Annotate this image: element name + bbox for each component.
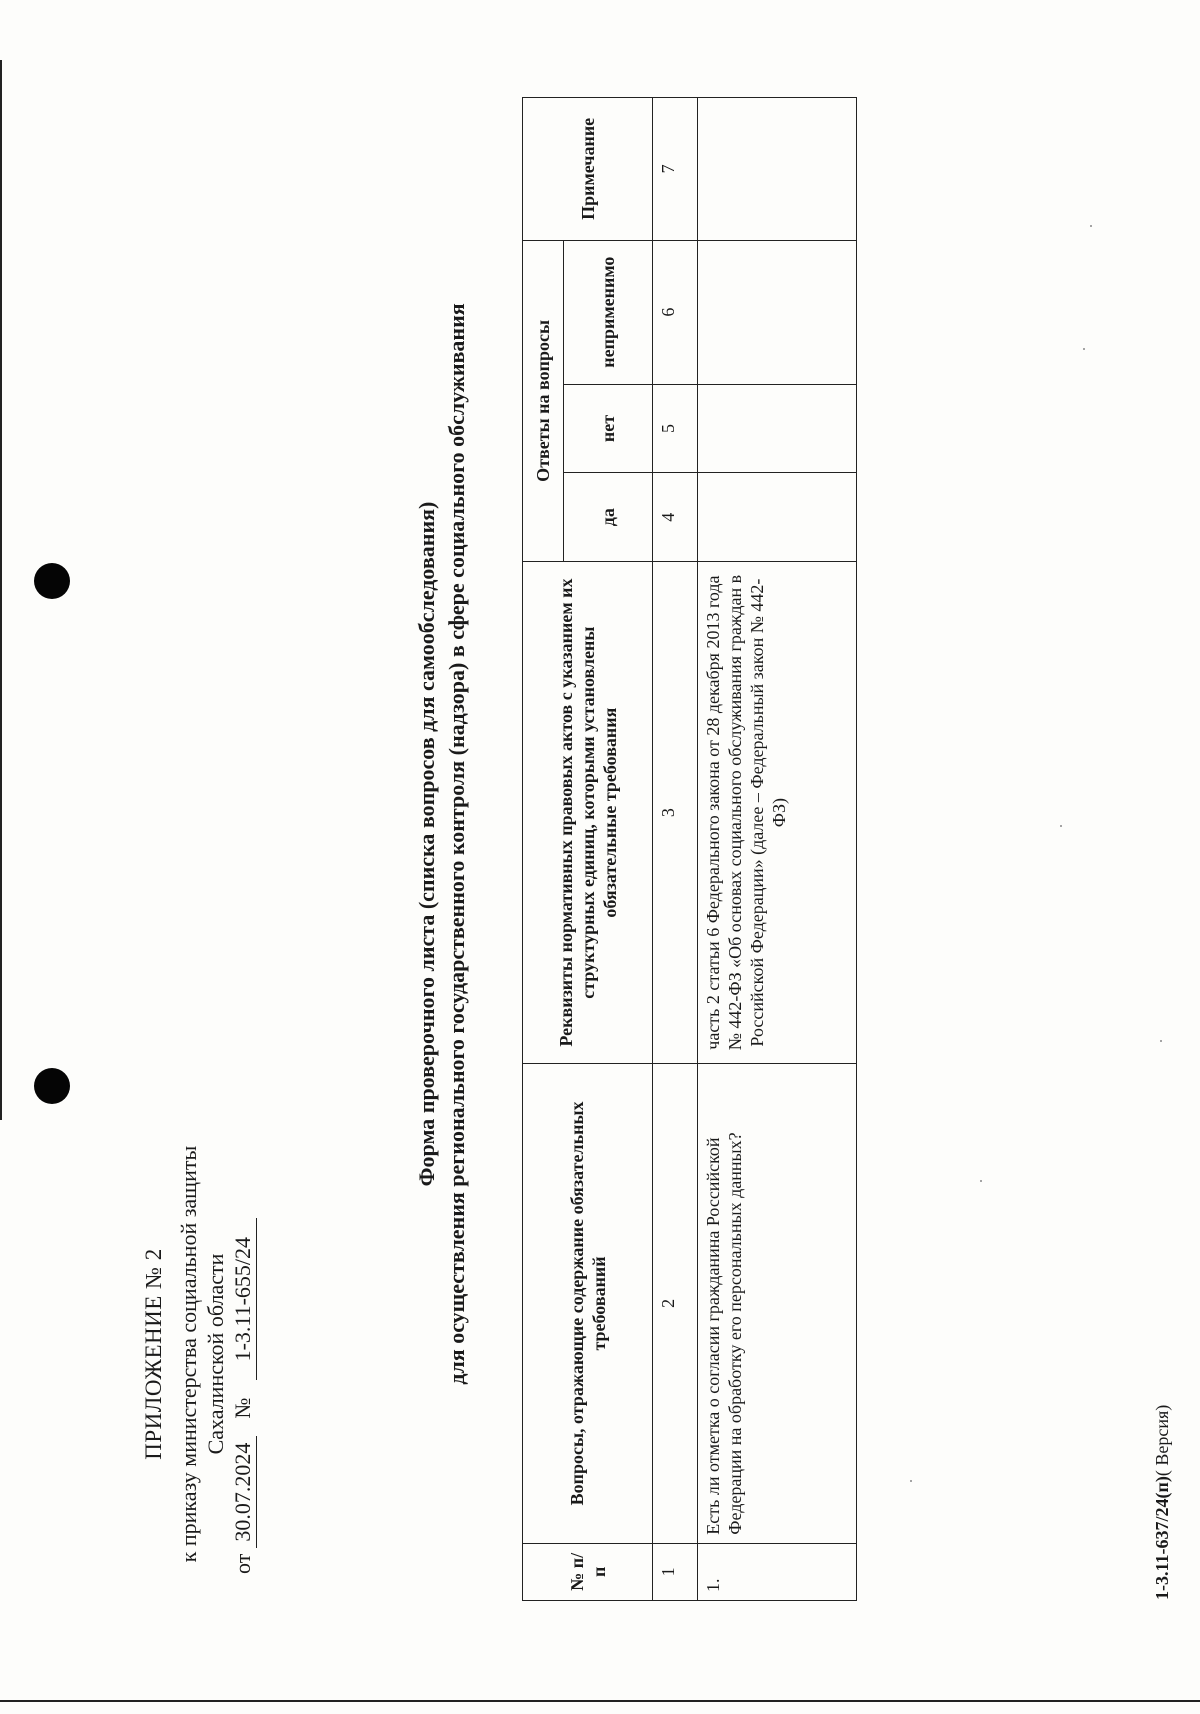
index-cell: 7 [653, 98, 698, 241]
order-number: 1-3.11-655/24 [229, 1218, 257, 1380]
document-code-number: 1-3.11-637/24(п) [1152, 1476, 1172, 1600]
table-row [698, 98, 857, 1601]
form-title-line-1: Форма проверочного листа (списка вопросов для самообследования) [414, 501, 439, 1187]
document-code-suffix: ( Версия) [1152, 1404, 1172, 1477]
index-cell: 4 [653, 473, 698, 562]
order-line-2: Сахалинской области [203, 1253, 228, 1455]
number-sign: № [230, 1397, 255, 1419]
answer-yes-cell[interactable] [698, 473, 857, 562]
header-no: нет [564, 384, 653, 473]
index-cell: 5 [653, 384, 698, 473]
header-note: Примечание [523, 98, 653, 241]
appendix-header [140, 1114, 257, 1594]
index-cell: 1 [653, 1543, 698, 1600]
row-requisites: часть 2 статьи 6 Федерального закона от 28 декабря 2013 года № 442-ФЗ «Об основах социального обслуживания граждан в Российской Федерации» (далее – Федеральный закон № 442-ФЗ) [698, 562, 857, 1064]
answer-no-cell[interactable] [698, 384, 857, 473]
document-code [1152, 1405, 1173, 1600]
date-prefix: от [230, 1553, 255, 1574]
header-answers: Ответы на вопросы [523, 240, 564, 561]
index-cell: 6 [653, 240, 698, 384]
header-question: Вопросы, отражающие содержание обязательных требований [523, 1064, 653, 1544]
order-date-row [229, 1114, 257, 1594]
checklist-table [522, 97, 857, 1601]
header-yes: да [564, 473, 653, 562]
form-title-line-2: для осуществления регионального государственного контроля (надзора) в сфере социального обслуживания [444, 303, 469, 1385]
appendix-title: ПРИЛОЖЕНИЕ № 2 [141, 1248, 166, 1460]
note-cell[interactable] [698, 98, 857, 241]
row-question: Есть ли отметка о согласии гражданина Российской Федерации на обработку его персональных данных? [698, 1064, 857, 1544]
form-title [412, 114, 472, 1574]
header-na: неприменимо [564, 240, 653, 384]
index-row [653, 98, 698, 1601]
index-cell: 2 [653, 1064, 698, 1544]
header-requisites: Реквизиты нормативных правовых актов с указанием их структурных единиц, которыми установлены обязательные требования [523, 562, 653, 1064]
answer-na-cell[interactable] [698, 240, 857, 384]
header-num: № п/п [523, 1543, 653, 1600]
row-num: 1. [698, 1543, 857, 1600]
order-line-1: к приказу министерства социальной защиты [176, 1145, 201, 1563]
order-date: 30.07.2024 [229, 1436, 257, 1548]
index-cell: 3 [653, 562, 698, 1064]
